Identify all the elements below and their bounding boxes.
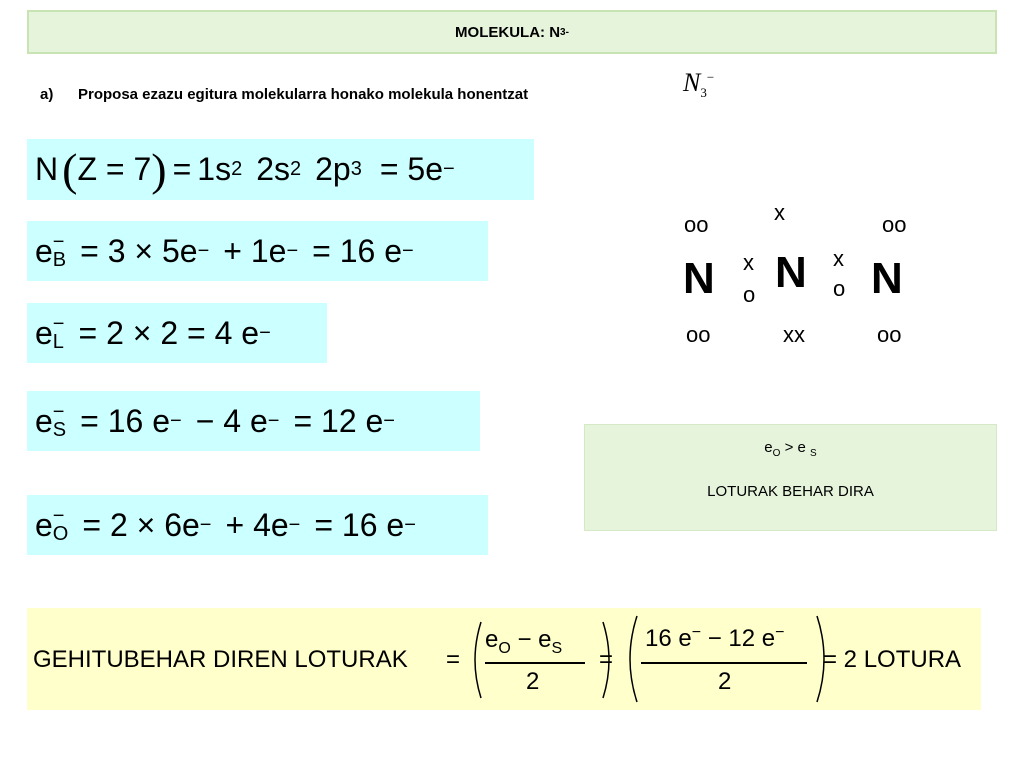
eq2-symbol: e xyxy=(35,232,53,269)
eq2-sup: − xyxy=(52,231,65,253)
eq5-symbol: e xyxy=(35,506,53,543)
eq4-sup: − xyxy=(52,401,65,423)
eq4-minus: − 4 e xyxy=(195,402,268,439)
equation-electron-config xyxy=(27,139,534,200)
eq2-result: = 16 e xyxy=(312,232,402,269)
lewis-bond-left-o: o xyxy=(743,282,756,307)
eq3-body: = 2 × 2 = 4 e xyxy=(78,314,260,351)
lewis-center-bottom: xx xyxy=(783,322,805,347)
summary-equals-1: = xyxy=(446,646,461,673)
eq4-result: = 12 e xyxy=(293,402,384,439)
note-comparison xyxy=(585,439,996,459)
eq1-result: = 5e xyxy=(379,151,443,187)
frac2-num-a-sup: − xyxy=(691,624,702,641)
frac1-num-a-sub: O xyxy=(498,639,511,657)
eq1-config3-sup: 3 xyxy=(350,158,362,180)
frac2-num-a: 16 e xyxy=(645,625,692,652)
lewis-right-bottom: oo xyxy=(877,322,902,347)
summary-fraction2-bar xyxy=(641,662,807,664)
eq1-config3: 2p xyxy=(315,151,351,187)
summary-equals-2: = xyxy=(599,646,614,673)
summary-fraction1-numerator xyxy=(485,626,562,658)
eq3-symbol: e xyxy=(35,314,53,351)
summary-fraction2-denominator: 2 xyxy=(718,668,732,695)
question-letter: a) xyxy=(40,86,54,103)
title-text: MOLEKULA: N xyxy=(455,23,561,41)
question-formula-sup: − xyxy=(706,69,715,85)
note-conclusion: LOTURAK BEHAR DIRA xyxy=(707,483,874,500)
eq2-body: = 3 × 5e xyxy=(80,232,198,269)
eq1-config2: 2s xyxy=(256,151,290,187)
page-title xyxy=(27,10,997,54)
eq2-result-sup: − xyxy=(401,239,414,262)
lewis-bond-left-x: x xyxy=(743,250,754,275)
eq1-lhs: N xyxy=(35,151,59,187)
eq4-minus-sup: − xyxy=(267,409,280,432)
note-sub-o: O xyxy=(772,448,781,459)
lewis-bond-right-x: x xyxy=(833,246,844,271)
equation-eb xyxy=(27,221,488,281)
eq4-sub: S xyxy=(52,419,67,441)
frac1-num-a: e xyxy=(485,626,499,653)
eq1-paren-content: Z = 7 xyxy=(77,151,152,187)
note-box xyxy=(584,424,997,531)
summary-result: = 2 LOTURA xyxy=(823,646,962,673)
eq5-plus: + 4e xyxy=(225,506,289,543)
eq5-result-sup: − xyxy=(404,513,416,536)
equation-el xyxy=(27,303,327,363)
eq2-sub: B xyxy=(52,249,67,271)
eq5-sup: − xyxy=(52,505,65,527)
eq1-config2-sup: 2 xyxy=(289,158,302,180)
note-gt: > e xyxy=(780,439,811,456)
eq5-sub: O xyxy=(52,523,69,545)
eq2-body-sup: − xyxy=(197,239,210,262)
eq5-body-sup: − xyxy=(199,513,212,536)
eq3-sub: L xyxy=(52,331,64,353)
lewis-left-bottom: oo xyxy=(686,322,711,347)
eq4-symbol: e xyxy=(35,402,53,439)
title-sup: - xyxy=(565,26,569,38)
lewis-right-top: oo xyxy=(882,212,907,237)
summary-fraction1-bar xyxy=(485,662,585,664)
eq3-body-sup: − xyxy=(259,321,271,344)
eq5-result: = 16 e xyxy=(314,506,405,543)
paren-open-icon: ( xyxy=(62,144,78,195)
paren-close-icon: ) xyxy=(151,144,167,195)
eq5-plus-sup: − xyxy=(288,513,301,536)
frac2-num-b-sup: − xyxy=(775,624,785,641)
lewis-left-top: oo xyxy=(684,212,709,237)
eq1-equals-icon: = xyxy=(172,151,192,187)
frac2-num-minus: − 12 e xyxy=(701,625,776,652)
summary-fraction2-numerator xyxy=(645,624,784,653)
lewis-atom-right: N xyxy=(871,254,903,303)
eq1-config1: 1s xyxy=(197,151,232,187)
question-formula xyxy=(683,68,714,101)
eq1-result-sup: − xyxy=(443,158,455,180)
eq2-plus: + 1e xyxy=(223,232,287,269)
eq3-sup: − xyxy=(52,313,65,335)
summary-box xyxy=(27,608,981,710)
summary-fraction1-denominator: 2 xyxy=(526,668,540,695)
lewis-bond-right-o: o xyxy=(833,276,846,301)
frac1-num-b-sub: S xyxy=(551,639,563,657)
question-formula-sub: 3 xyxy=(700,85,707,101)
question-formula-symbol: N xyxy=(683,68,701,97)
eq4-result-sup: − xyxy=(383,409,395,432)
note-sub-s: S xyxy=(810,448,817,459)
eq4-body: = 16 e xyxy=(80,402,170,439)
lewis-center-top: x xyxy=(774,200,785,225)
question-text: Proposa ezazu egitura molekularra honako molekula honentzat xyxy=(78,86,529,103)
note-e-o: e xyxy=(764,439,773,456)
eq1-config1-sup: 2 xyxy=(231,158,243,180)
lewis-atom-left: N xyxy=(683,254,715,303)
summary-label: GEHITUBEHAR DIREN LOTURAK xyxy=(33,646,408,673)
question xyxy=(40,86,528,103)
equation-eo xyxy=(27,495,488,555)
title-sub: 3 xyxy=(560,26,566,38)
eq4-body-sup: − xyxy=(170,409,182,432)
eq5-body: = 2 × 6e xyxy=(82,506,200,543)
equation-es xyxy=(27,391,480,451)
lewis-atom-center: N xyxy=(775,248,807,297)
eq2-plus-sup: − xyxy=(286,239,299,262)
frac1-num-minus: − e xyxy=(510,626,552,653)
